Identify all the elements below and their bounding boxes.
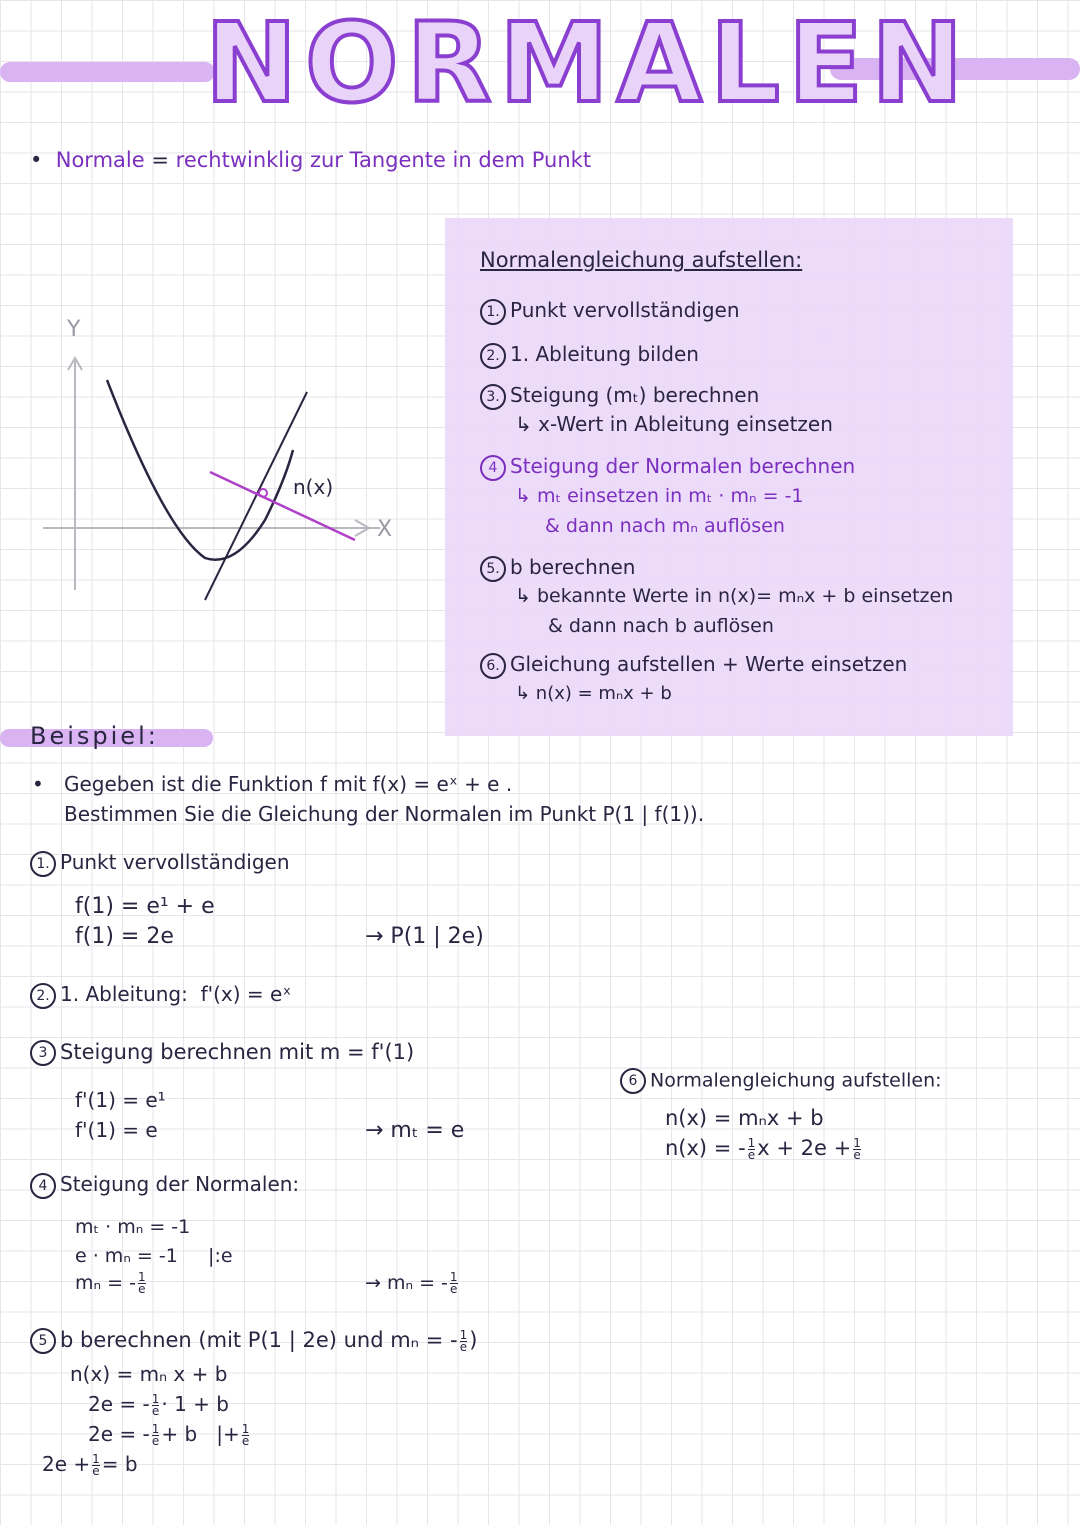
step-4 (480, 454, 855, 481)
example-s6-line-2-a: n(x) = - (665, 1136, 746, 1160)
fraction-1-over-e (450, 1272, 458, 1295)
function-curve (107, 380, 293, 560)
example-s4-line-3 (75, 1272, 148, 1295)
example-s6-line-1: n(x) = mₙx + b (665, 1106, 824, 1130)
y-axis-label: Y (67, 317, 81, 342)
frac-num: 1 (137, 1270, 146, 1284)
example-step-6 (620, 1068, 942, 1094)
example-step-3-title: Steigung berechnen mit m = f'(1) (60, 1040, 415, 1064)
step-1-number: 1. (480, 299, 506, 325)
step-3-number: 3. (480, 384, 506, 410)
definition-line (30, 148, 591, 172)
definition-text: rechtwinklig zur Tangente in dem Punkt (175, 148, 592, 172)
example-s5-line-4-a: 2e + (42, 1452, 91, 1476)
step-2-text: 1. Ableitung bilden (510, 342, 699, 366)
fraction-1-over-e (459, 1327, 468, 1354)
frac-den: e (747, 1147, 756, 1162)
example-s5-line-3 (88, 1422, 251, 1447)
step-1 (480, 298, 740, 325)
frac-den: e (450, 1282, 458, 1296)
example-step-2 (30, 982, 291, 1009)
example-step-2-number: 2. (30, 983, 56, 1009)
normal-label: n(x) (293, 475, 334, 499)
example-step-5-title-end: ) (469, 1328, 478, 1352)
example-s4-result-text: → mₙ = - (365, 1272, 448, 1294)
example-step-6-title: Normalengleichung aufstellen: (650, 1069, 942, 1092)
example-step-4-number: 4 (30, 1173, 56, 1199)
title-underline-left (0, 62, 215, 82)
example-step-3-number: 3 (30, 1040, 56, 1066)
fraction-1-over-e (92, 1454, 100, 1477)
step-6-sub-1: ↳ n(x) = mₙx + b (515, 683, 672, 704)
example-bullet: • (32, 772, 44, 796)
example-step-4-title: Steigung der Normalen: (60, 1172, 300, 1196)
example-step-2-title: 1. Ableitung: (60, 982, 188, 1006)
definition-eq: = (151, 148, 169, 172)
step-5 (480, 555, 635, 582)
example-s4-line-3-text: mₙ = - (75, 1272, 136, 1294)
example-s4-line-2 (75, 1245, 233, 1267)
example-s5-line-3-b: + b (161, 1422, 198, 1446)
example-step-2-formula: f'(x) = eˣ (200, 982, 292, 1006)
step-1-text: Punkt vervollständigen (510, 298, 740, 322)
frac-den: e (459, 1339, 468, 1354)
step-2 (480, 342, 699, 369)
step-5-number: 5. (480, 556, 506, 582)
example-s5-line-2 (88, 1392, 229, 1417)
definition-bullet: • (30, 148, 43, 172)
example-s5-line-1: n(x) = mₙ x + b (70, 1362, 228, 1386)
example-step-4 (30, 1172, 299, 1199)
example-s4-line-2-op: |:e (208, 1245, 233, 1267)
step-4-sub-2: & dann nach mₙ auflösen (545, 515, 785, 537)
frac-num: 1 (449, 1270, 458, 1284)
example-s5-line-2-b: · 1 + b (161, 1392, 229, 1416)
example-s5-line-3-a: 2e = - (88, 1422, 150, 1446)
step-3-text: Steigung (mₜ) berechnen (510, 383, 760, 407)
fraction-1-over-e (853, 1135, 861, 1162)
example-step-5-title: b berechnen (mit P(1 | 2e) und mₙ = - (60, 1328, 458, 1352)
example-s4-result (365, 1272, 460, 1295)
example-s6-line-2 (665, 1136, 863, 1161)
definition-term: Normale (55, 148, 145, 172)
example-s5-line-2-a: 2e = - (88, 1392, 150, 1416)
frac-den: e (138, 1282, 146, 1296)
fraction-1-over-e (152, 1394, 160, 1417)
example-step-1-title: Punkt vervollständigen (60, 850, 290, 874)
example-s4-line-2-eq: e · mₙ = -1 (75, 1245, 178, 1267)
example-s5-line-4-b: = b (101, 1452, 138, 1476)
frac-num: 1 (459, 1327, 468, 1342)
frac-den: e (241, 1434, 250, 1448)
x-axis-label: X (377, 517, 393, 542)
step-4-text: Steigung der Normalen berechnen (510, 454, 856, 478)
example-s1-line-2: f(1) = 2e (75, 924, 174, 949)
example-s5-line-3-op: |+ (216, 1422, 240, 1446)
frac-num: 1 (92, 1452, 100, 1466)
frac-den: e (151, 1404, 160, 1418)
example-step-3 (30, 1040, 414, 1066)
tangent-line (205, 392, 307, 600)
example-s4-line-1: mₜ · mₙ = -1 (75, 1216, 191, 1238)
step-5-text: b berechnen (510, 555, 636, 579)
frac-den: e (92, 1464, 100, 1478)
fraction-1-over-e (242, 1424, 250, 1447)
frac-den: e (853, 1147, 861, 1162)
example-s3-line-1: f'(1) = e¹ (75, 1088, 166, 1112)
example-s3-result: → mₜ = e (365, 1118, 465, 1143)
fraction-1-over-e (138, 1272, 146, 1295)
example-s1-result: → P(1 | 2e) (365, 924, 484, 949)
example-s3-line-2: f'(1) = e (75, 1118, 158, 1142)
step-6 (480, 652, 907, 679)
frac-num: 1 (747, 1135, 756, 1150)
step-4-sub-1: ↳ mₜ einsetzen in mₜ · mₙ = -1 (515, 485, 804, 507)
example-s6-line-2-b: x + 2e + (757, 1136, 852, 1160)
example-step-1-number: 1. (30, 851, 56, 877)
step-3-sub-1: ↳ x-Wert in Ableitung einsetzen (515, 412, 833, 436)
frac-num: 1 (853, 1135, 861, 1150)
frac-den: e (151, 1434, 160, 1448)
step-5-sub-1: ↳ bekannte Werte in n(x)= mₙx + b einsetzen (515, 585, 954, 607)
example-s1-line-1: f(1) = e¹ + e (75, 894, 215, 919)
example-step-6-number: 6 (620, 1068, 646, 1094)
frac-num: 1 (151, 1392, 160, 1406)
step-4-number: 4 (480, 455, 506, 481)
page-title: NORMALEN (205, 0, 972, 127)
frac-num: 1 (241, 1422, 250, 1436)
frac-num: 1 (151, 1422, 160, 1436)
example-given-1: Gegeben ist die Funktion f mit f(x) = eˣ + e . (64, 772, 513, 796)
example-step-5-number: 5 (30, 1328, 56, 1354)
step-3 (480, 383, 759, 410)
example-s5-line-4 (42, 1452, 138, 1477)
steps-heading: Normalengleichung aufstellen: (480, 248, 803, 272)
example-given-2: Bestimmen Sie die Gleichung der Normalen im Punkt P(1 | f(1)). (64, 802, 705, 826)
fraction-1-over-e (747, 1135, 756, 1162)
step-2-number: 2. (480, 343, 506, 369)
step-6-text: Gleichung aufstellen + Werte einsetzen (510, 652, 908, 676)
normal-graph (35, 300, 425, 620)
step-6-number: 6. (480, 653, 506, 679)
fraction-1-over-e (152, 1424, 160, 1447)
step-5-sub-2: & dann nach b auflösen (548, 615, 774, 637)
example-label: Beispiel: (30, 722, 159, 750)
example-step-5 (30, 1328, 477, 1354)
example-step-1 (30, 850, 290, 877)
